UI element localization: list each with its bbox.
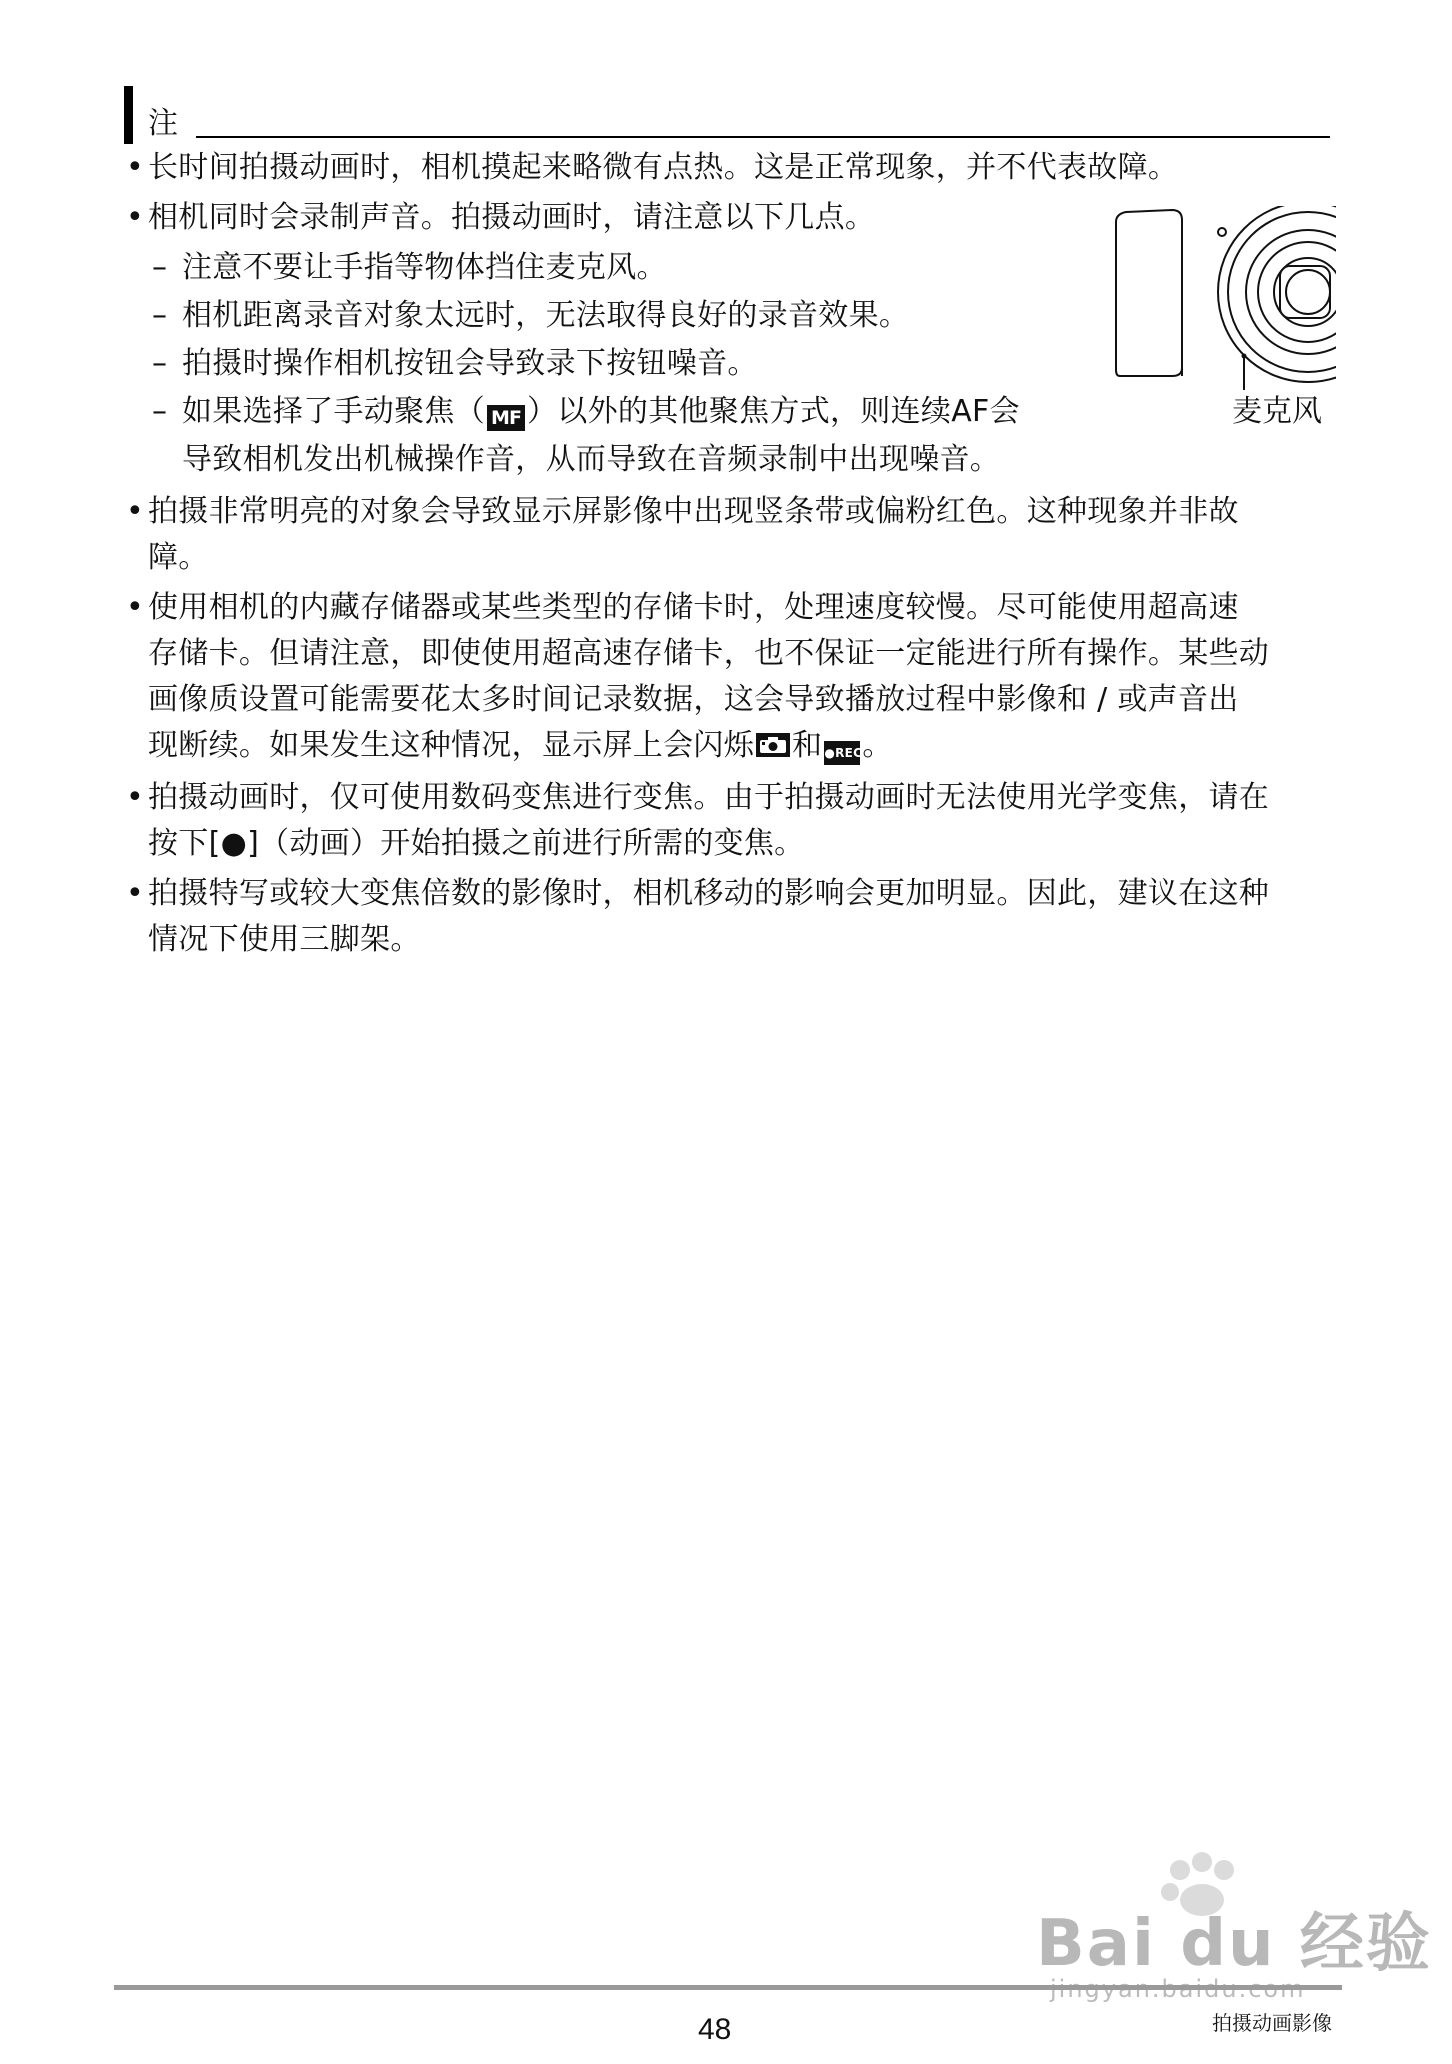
footer-section-title: 拍摄动画影像 (1212, 2011, 1332, 2035)
rec-icon: ●REC (824, 741, 860, 765)
bullet-dot: • (126, 780, 144, 815)
bullet-4-joiner: 和 (792, 728, 823, 763)
bullet-4-line-4 (148, 728, 893, 765)
bullet-2-line-1: 相机同时会录制声音。拍摄动画时，请注意以下几点。 (148, 200, 876, 235)
camera-microphone-illustration (1112, 206, 1336, 390)
bullet-dot: • (126, 876, 144, 911)
footer-divider (114, 1985, 1342, 1990)
page-number: 48 (698, 2013, 732, 2046)
bullet-dot: • (126, 150, 144, 185)
note-heading: 注 (148, 106, 178, 141)
sub-item-2: 相机距离录音对象太远时，无法取得良好的录音效果。 (182, 298, 910, 333)
bullet-4-line-4-end: 。 (862, 728, 893, 763)
figure-caption-microphone: 麦克风 (1232, 394, 1322, 429)
bullet-dot: • (126, 590, 144, 625)
sub-item-dash: – (152, 298, 167, 333)
bullet-6-line-1: 拍摄特写或较大变焦倍数的影像时，相机移动的影响会更加明显。因此，建议在这种 (148, 876, 1270, 911)
sub-item-dash: – (152, 346, 167, 381)
bullet-5-line-2: 按下[●]（动画）开始拍摄之前进行所需的变焦。 (148, 826, 805, 861)
bullet-dot: • (126, 200, 144, 235)
bullet-3-line-1: 拍摄非常明亮的对象会导致显示屏影像中出现竖条带或偏粉红色。这种现象并非故 (148, 494, 1239, 529)
note-divider (196, 136, 1330, 138)
sub-item-3: 拍摄时操作相机按钮会导致录下按钮噪音。 (182, 346, 758, 381)
sub-item-1: 注意不要让手指等物体挡住麦克风。 (182, 250, 667, 285)
watermark-logo: Bai du 经验 (1036, 1907, 1432, 1981)
bullet-6-line-2: 情况下使用三脚架。 (148, 922, 421, 957)
bullet-5-line-1: 拍摄动画时，仅可使用数码变焦进行变焦。由于拍摄动画时无法使用光学变焦，请在 (148, 780, 1270, 815)
camera-card-icon (756, 733, 790, 757)
bullet-dot: • (126, 494, 144, 529)
sub-item-dash: – (152, 250, 167, 285)
bullet-4-line-4-text: 现断续。如果发生这种情况，显示屏上会闪烁 (148, 728, 754, 763)
note-marker-bar (124, 86, 133, 144)
bullet-4-line-1: 使用相机的内藏存储器或某些类型的存储卡时，处理速度较慢。尽可能使用超高速 (148, 590, 1239, 625)
manual-focus-icon: MF (487, 405, 525, 431)
sub-item-4 (182, 394, 1020, 431)
sub-item-4-continuation: 导致相机发出机械操作音，从而导致在音频录制中出现噪音。 (182, 442, 1001, 477)
sub-item-4-text-after: ）以外的其他聚焦方式，则连续AF会 (527, 394, 1020, 429)
bullet-4-line-3: 画像质设置可能需要花太多时间记录数据，这会导致播放过程中影像和 / 或声音出 (148, 682, 1239, 717)
bullet-3-line-2: 障。 (148, 540, 209, 575)
sub-item-dash: – (152, 394, 167, 429)
sub-item-4-text-before: 如果选择了手动聚焦（ (182, 394, 485, 429)
bullet-4-line-2: 存储卡。但请注意，即使使用超高速存储卡，也不保证一定能进行所有操作。某些动 (148, 636, 1270, 671)
bullet-1-line-1: 长时间拍摄动画时，相机摸起来略微有点热。这是正常现象，并不代表故障。 (148, 150, 1179, 185)
